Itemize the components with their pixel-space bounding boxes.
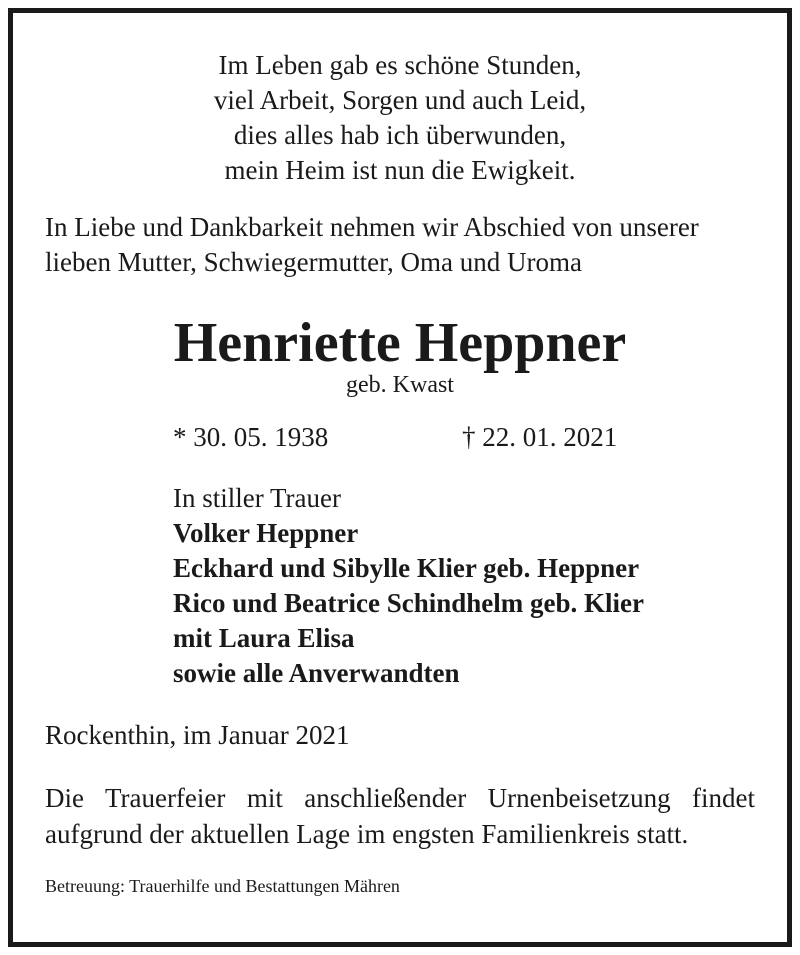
birth-date: * 30. 05. 1938 — [173, 422, 329, 452]
mourners-list — [173, 481, 644, 691]
mourner-name: Rico und Beatrice Schindhelm geb. Klier — [173, 588, 644, 618]
farewell-intro — [45, 210, 765, 280]
funeral-info — [45, 780, 755, 852]
mourners-heading: In stiller Trauer — [173, 483, 341, 513]
funeral-line: Die Trauerfeier mit anschließender Urnenbeisetzung findet — [45, 783, 755, 813]
intro-line: In Liebe und Dankbarkeit nehmen wir Abschied von unserer — [45, 212, 699, 242]
poem-line: Im Leben gab es schöne Stunden, — [218, 50, 582, 80]
maiden-name: geb. Kwast — [346, 372, 454, 398]
poem-line: dies alles hab ich überwunden, — [233, 120, 567, 150]
mourner-name: Eckhard und Sibylle Klier geb. Heppner — [173, 553, 640, 583]
mourner-name: Volker Heppner — [173, 518, 359, 548]
intro-line: lieben Mutter, Schwiegermutter, Oma und Uroma — [45, 247, 582, 277]
memorial-poem — [0, 48, 800, 188]
funeral-director-credit: Betreuung: Trauerhilfe und Bestattungen Mähren — [45, 876, 400, 896]
place-and-date: Rockenthin, im Januar 2021 — [45, 720, 350, 750]
death-date: † 22. 01. 2021 — [462, 422, 618, 452]
poem-line: viel Arbeit, Sorgen und auch Leid, — [213, 85, 587, 115]
poem-line: mein Heim ist nun die Ewigkeit. — [224, 155, 576, 185]
funeral-line: aufgrund der aktuellen Lage im engsten Familienkreis statt. — [45, 819, 689, 849]
mourner-name: sowie alle Anverwandten — [173, 658, 460, 688]
deceased-name: Henriette Heppner — [173, 312, 627, 374]
mourner-name: mit Laura Elisa — [173, 623, 355, 653]
